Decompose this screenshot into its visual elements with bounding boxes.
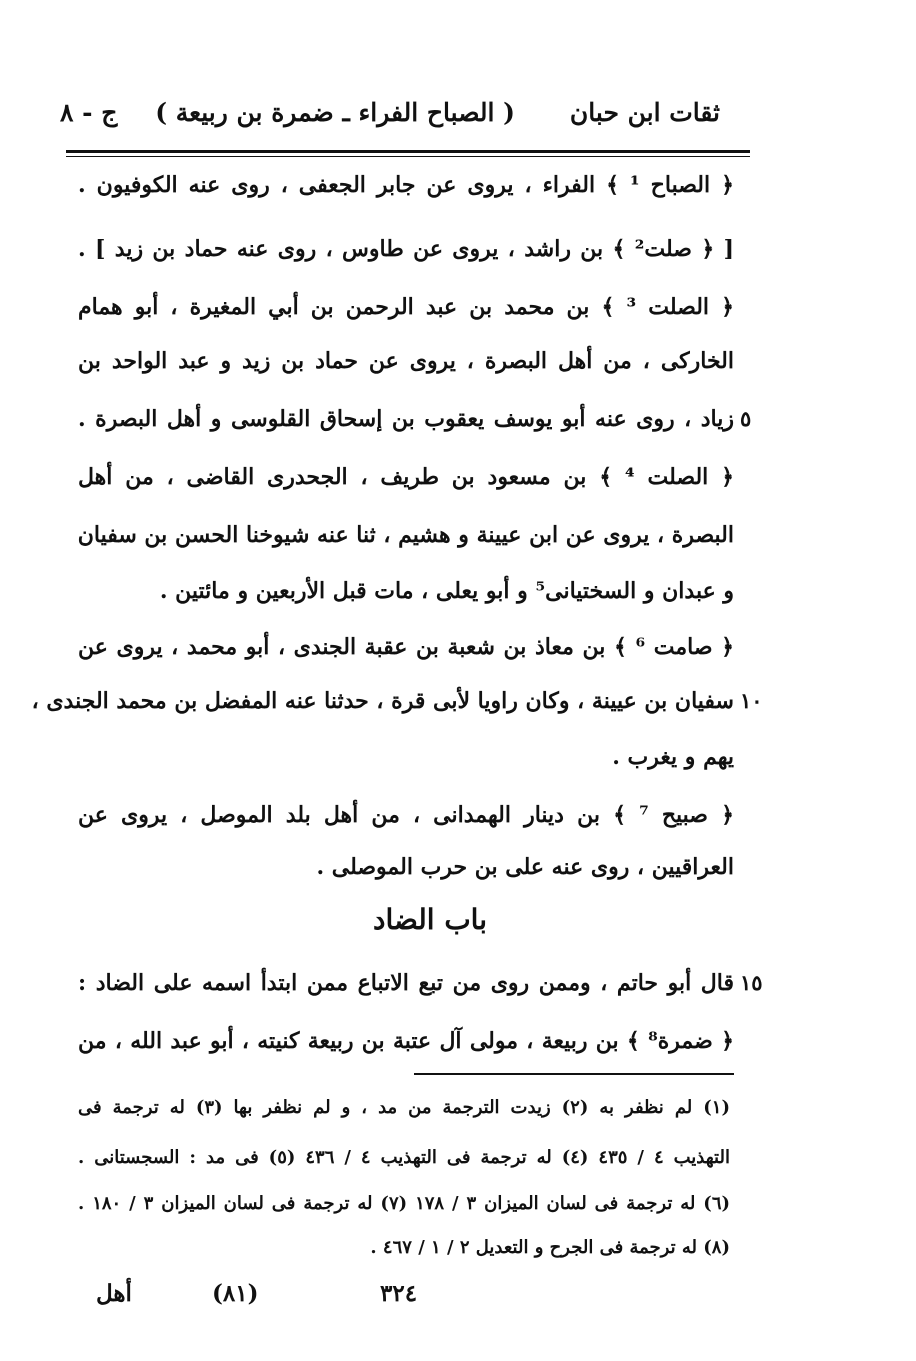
text-line: ﴿ الصلت ⁴ ﴾ بن مسعود بن طريف ، الجحدرى القاضى ، من أهل bbox=[78, 464, 734, 490]
footnote-line: (٨) له ترجمة فى الجرح و التعديل ٢ / ١ / ٤٦٧ . bbox=[370, 1237, 730, 1258]
book-title: ثقات ابن حبان bbox=[569, 98, 720, 127]
entries-range: ( الصباح الفراء ـ ضمرة بن ربيعة ) bbox=[155, 98, 515, 127]
footnote-line: التهذيب ٤ / ٤٣٥ (٤) له ترجمة فى التهذيب ٤ / ٤٣٦ (٥) فى مد : السجستانى . bbox=[78, 1147, 730, 1168]
text-line: الخاركى ، من أهل البصرة ، يروى عن حماد بن زيد و عبد الواحد بن bbox=[78, 348, 734, 374]
line-number-10: ١٠ bbox=[740, 688, 763, 713]
page-number: ٣٢٤ bbox=[380, 1280, 418, 1307]
header-rule bbox=[66, 150, 750, 153]
text-line: ﴿ صبيح ⁷ ﴾ بن دينار الهمدانى ، من أهل بلد الموصل ، يروى عن bbox=[78, 802, 734, 828]
text-line: ﴿ صامت ⁶ ﴾ بن معاذ بن شعبة بن عقبة الجندى ، أبو محمد ، يروى عن bbox=[78, 634, 734, 660]
catchword: أهل bbox=[96, 1280, 132, 1307]
header-rule-thin bbox=[66, 156, 750, 157]
text-line: قال أبو حاتم ، وممن روى من تبع الاتباع ممن ابتدأ اسمه على الضاد : bbox=[78, 970, 734, 996]
line-number-5: ٥ bbox=[740, 406, 752, 431]
volume-label: ج - ٨ bbox=[60, 98, 118, 127]
footnote-rule bbox=[414, 1073, 734, 1075]
text-line: [ ﴿ صلت² ﴾ بن راشد ، يروى عن طاوس ، روى عنه حماد بن زيد ] . bbox=[78, 236, 734, 262]
footnote-line: (٦) له ترجمة فى لسان الميزان ٣ / ١٧٨ (٧) له ترجمة فى لسان الميزان ٣ / ١٨٠ . bbox=[78, 1193, 731, 1214]
text-line: ﴿ ضمرة⁸ ﴾ بن ربيعة ، مولى آل عتبة بن ربيعة كنيته ، أبو عبد الله ، من bbox=[78, 1028, 734, 1054]
line-number-15: ١٥ bbox=[740, 970, 763, 995]
text-line: و عبدان و السختيانى⁵ و أبو يعلى ، مات قبل الأربعين و مائتين . bbox=[159, 578, 734, 604]
text-line: ﴿ الصباح ¹ ﴾ الفراء ، يروى عن جابر الجعفى ، روى عنه الكوفيون . bbox=[78, 172, 734, 198]
text-line: زياد ، روى عنه أبو يوسف يعقوب بن إسحاق القلوسى و أهل البصرة . bbox=[78, 406, 734, 432]
text-line: سفيان بن عيينة ، وكان راويا لأبى قرة ، حدثنا عنه المفضل بن محمد الجندى ، bbox=[31, 688, 734, 714]
text-line: يهم و يغرب . bbox=[612, 744, 734, 770]
section-heading: باب الضاد bbox=[372, 903, 488, 936]
running-header bbox=[60, 92, 720, 138]
footnote-line: (١) لم نظفر به (٢) زيدت الترجمة من مد ، و لم نظفر بها (٣) له ترجمة فى bbox=[78, 1097, 730, 1118]
text-line: البصرة ، يروى عن ابن عيينة و هشيم ، ثنا عنه شيوخنا الحسن بن سفيان bbox=[77, 522, 734, 548]
text-line: العراقيين ، روى عنه على بن حرب الموصلى . bbox=[316, 854, 734, 880]
signature-mark: (٨١) bbox=[212, 1280, 259, 1307]
text-line: ﴿ الصلت ³ ﴾ بن محمد بن عبد الرحمن بن أبي المغيرة ، أبو همام bbox=[78, 294, 734, 320]
